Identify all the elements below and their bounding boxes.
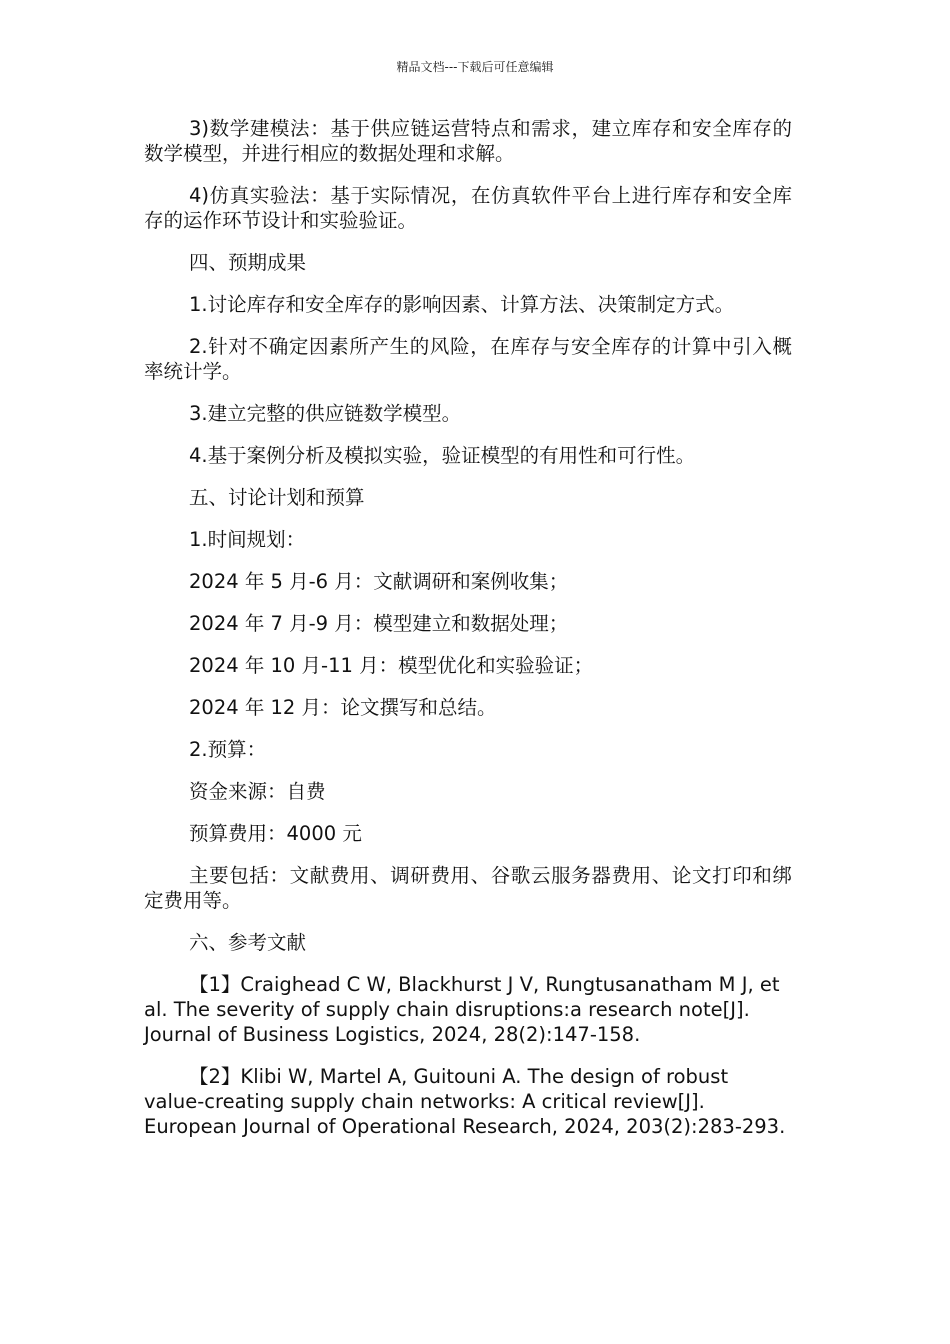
paragraph-method-4: 4)仿真实验法：基于实际情况，在仿真软件平台上进行库存和安全库存的运作环节设计和实验验证。 [144,184,792,232]
paragraph-budget: 2.预算： [189,738,267,761]
paragraph-schedule-3: 2024 年 10 月-11 月：模型优化和实验验证； [189,654,594,677]
paragraph-budget-items: 主要包括：文献费用、调研费用、谷歌云服务器费用、论文打印和绑定费用等。 [144,864,792,912]
paragraph-method-3: 3)数学建模法：基于供应链运营特点和需求，建立库存和安全库存的数学模型，并进行相应的数据处理和求解。 [144,117,792,165]
page-header: 精品文档---下载后可任意编辑 [396,60,554,74]
paragraph-time-plan: 1.时间规划： [189,528,306,551]
paragraph-result-1: 1.讨论库存和安全库存的影响因素、计算方法、决策制定方式。 [189,293,735,316]
paragraph-result-2: 2.针对不确定因素所产生的风险，在库存与安全库存的计算中引入概率统计学。 [144,335,792,383]
reference-2: 【2】Klibi W, Martel A, Guitouni A. The design of robust value-creating supply chain networks: A critical review[J]. European Journal of Operational Research, 2024, 203(2):283-293. [144,1065,786,1138]
paragraph-result-4: 4.基于案例分析及模拟实验，验证模型的有用性和可行性。 [189,444,696,467]
paragraph-schedule-1: 2024 年 5 月-6 月：文献调研和案例收集； [189,570,569,593]
section-heading-plan-budget: 五、讨论计划和预算 [189,486,365,509]
paragraph-funding-source: 资金来源：自费 [189,780,326,803]
document-body [144,116,792,1156]
section-heading-references: 六、参考文献 [189,931,307,954]
reference-1: 【1】Craighead C W, Blackhurst J V, Rungtusanatham M J, et al. The severity of supply chain disruptions:a research note[J]. Journal of Business Logistics, 2024, 28(2):147-158. [144,973,780,1046]
paragraph-schedule-2: 2024 年 7 月-9 月：模型建立和数据处理； [189,612,569,635]
section-heading-expected-results: 四、预期成果 [189,251,307,274]
paragraph-budget-amount: 预算费用：4000 元 [189,822,362,845]
paragraph-result-3: 3.建立完整的供应链数学模型。 [189,402,462,425]
paragraph-schedule-4: 2024 年 12 月：论文撰写和总结。 [189,696,497,719]
